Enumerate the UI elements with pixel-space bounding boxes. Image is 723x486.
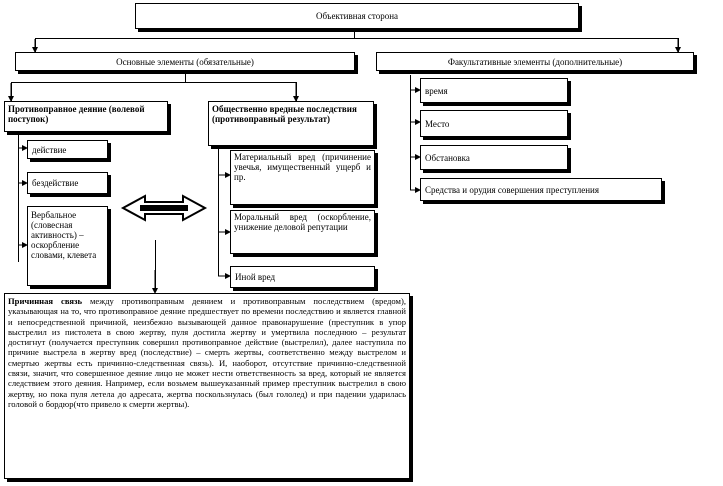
objective-side-title: Объективная сторона bbox=[135, 3, 579, 29]
consequence-item-other: Иной вред bbox=[230, 266, 375, 288]
double-arrow-icon bbox=[123, 196, 205, 220]
optional-item-time: время bbox=[420, 78, 568, 103]
action-item-verbal: Вербальное (словесная активность) – оскорбление словами, клевета bbox=[27, 206, 108, 286]
causation-text-box bbox=[4, 293, 410, 479]
unlawful-act-box: Противоправное деяние (волевой поступок) bbox=[4, 101, 168, 132]
harmful-consequences-box: Общественно вредные последствия (противоправный результат) bbox=[208, 101, 374, 146]
action-item-deystvie: действие bbox=[27, 140, 108, 159]
optional-elements-box: Факультативные элементы (дополнительные) bbox=[376, 52, 694, 71]
action-item-bezdeystvie: бездействие bbox=[27, 172, 108, 194]
optional-item-situation: Обстановка bbox=[420, 145, 568, 170]
causation-description: между противоправным деянием и противоправным последствием (вредом), указывающая на то, что противоправное деяние предшествует по времени последствию и является главной и непосредственной причиной, неизбежно вызывающей данное правонарушение (преступник в упор выстрелил из пистолета в свою жертву, пуля достигла жертву и умертвила последнюю – результат достигнут (получается преступник совершил противоправное действие (выстрелил), далее наступила по причине выстрела в жертву вред (последствие) – смерть жертвы, соответственно между выстрелом и смертью жертвы есть причинно-следственная связь). И, наоборот, отсутствие причинно-следственной связи, значит, что совершенное деяние лицо не может нести ответственность за вред, который не является следствием этого деяния. Например, если возьмем вышеуказанный пример преступник выстрелил в свою жертву, но пока пуля летела до адресата, жертва поскользнулась (был гололед) и при падении ударилась головой о бордюр(что привело к смерти жертвы). bbox=[8, 296, 407, 409]
basic-elements-box: Основные элементы (обязательные) bbox=[15, 52, 355, 71]
consequence-item-material: Материальный вред (причинение увечья, имущественный ущерб и пр. bbox=[230, 150, 375, 205]
causation-term: Причинная связь bbox=[8, 296, 83, 306]
optional-item-means: Средства и орудия совершения преступления bbox=[420, 178, 662, 201]
consequence-item-moral: Моральный вред (оскорбление, унижение деловой репутации bbox=[230, 210, 375, 254]
optional-item-place: Место bbox=[420, 110, 568, 137]
